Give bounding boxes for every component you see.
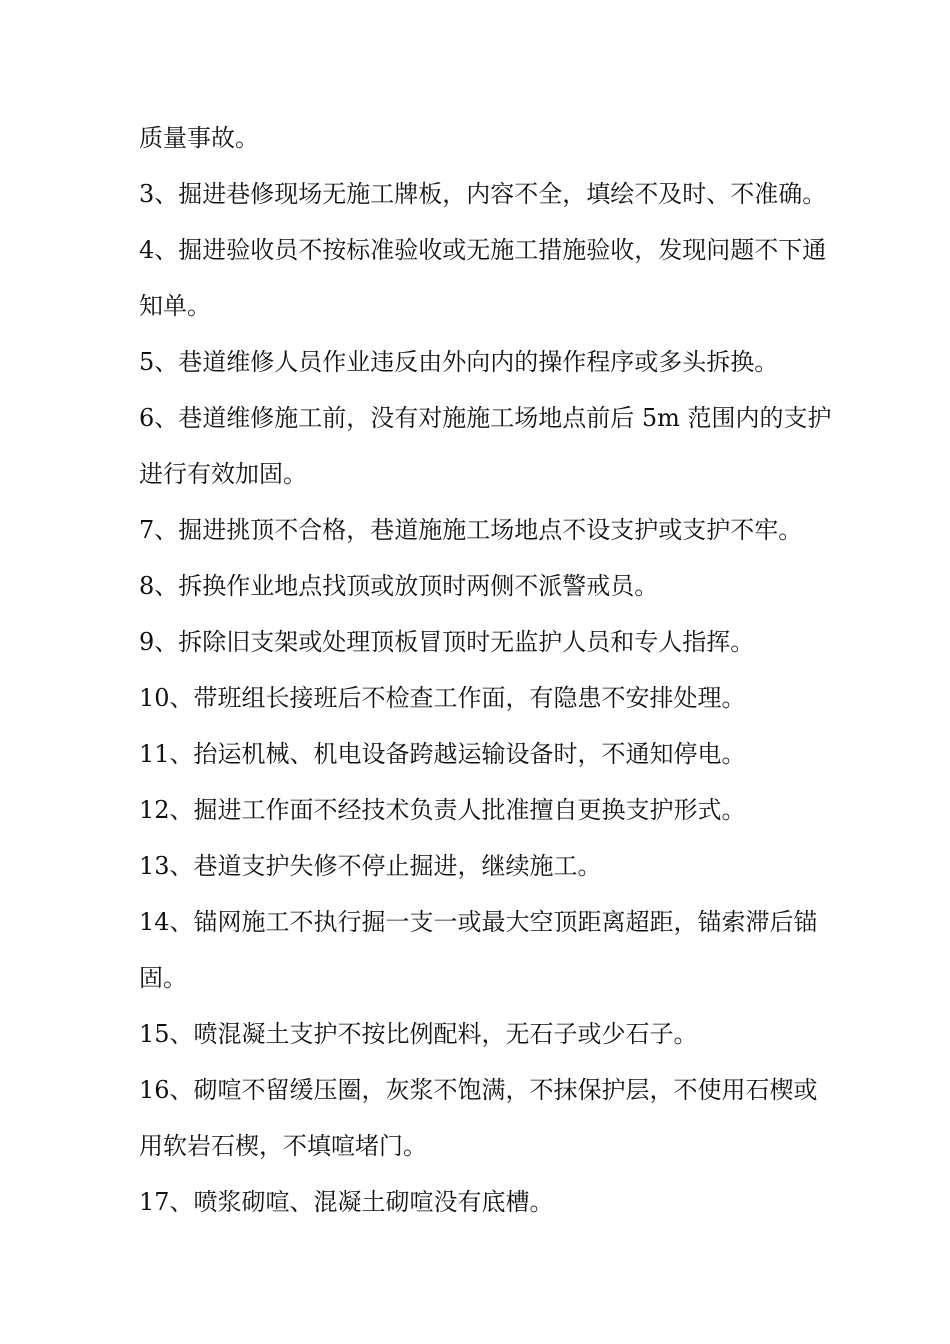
- text-line: 知单。: [139, 292, 211, 320]
- text-line: 进行有效加固。: [139, 460, 307, 488]
- text-line: 9、拆除旧支架或处理顶板冒顶时无监护人员和专人指挥。: [139, 628, 755, 656]
- text-line: 3、掘进巷修现场无施工牌板，内容不全，填绘不及时、不准确。: [139, 180, 827, 208]
- text-line: 14、锚网施工不执行掘一支一或最大空顶距离超距，锚索滞后锚: [139, 908, 818, 936]
- text-line: 11、抬运机械、机电设备跨越运输设备时，不通知停电。: [139, 740, 746, 768]
- text-line: 8、拆换作业地点找顶或放顶时两侧不派警戒员。: [139, 572, 659, 600]
- text-line: 17、喷浆砌喧、混凝土砌喧没有底槽。: [139, 1188, 554, 1216]
- text-line: 用软岩石楔，不填喧堵门。: [139, 1132, 427, 1160]
- text-line: 5、巷道维修人员作业违反由外向内的操作程序或多头拆换。: [139, 348, 779, 376]
- text-line: 16、砌喧不留缓压圈，灰浆不饱满，不抹保护层，不使用石楔或: [139, 1076, 818, 1104]
- text-line: 质量事故。: [139, 124, 259, 152]
- text-line: 7、掘进挑顶不合格，巷道施施工场地点不设支护或支护不牢。: [139, 516, 803, 544]
- text-line: 固。: [139, 964, 187, 992]
- text-line: 10、带班组长接班后不检查工作面，有隐患不安排处理。: [139, 684, 746, 712]
- document-body: [139, 110, 874, 1230]
- text-line: 4、掘进验收员不按标准验收或无施工措施验收，发现问题不下通: [139, 236, 827, 264]
- text-line: 12、掘进工作面不经技术负责人批准擅自更换支护形式。: [139, 796, 746, 824]
- text-line: 13、巷道支护失修不停止掘进，继续施工。: [139, 852, 602, 880]
- text-line: 15、喷混凝土支护不按比例配料，无石子或少石子。: [139, 1020, 698, 1048]
- text-line: 6、巷道维修施工前，没有对施施工场地点前后 5m 范围内的支护: [139, 404, 832, 432]
